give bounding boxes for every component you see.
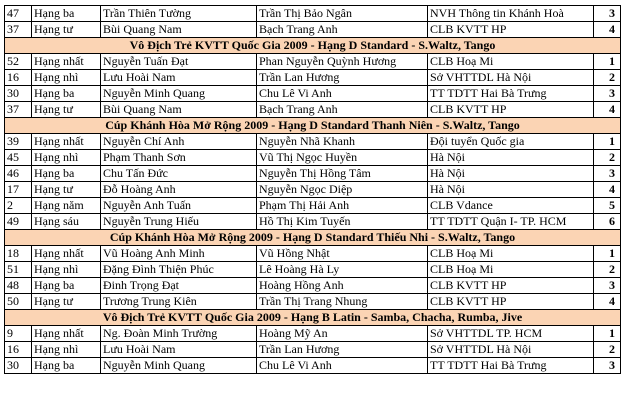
section-header-row	[5, 38, 621, 54]
male-dancer: Nguyễn Trung Hiếu	[101, 214, 257, 230]
female-dancer: Vũ Hồng Nhật	[257, 246, 428, 262]
results-table-body	[5, 6, 621, 374]
placement: Hạng ba	[32, 166, 101, 182]
table-row	[5, 326, 621, 342]
section-header-row	[5, 310, 621, 326]
rank-number: 4	[594, 182, 621, 198]
entry-number: 50	[5, 294, 32, 310]
entry-number: 2	[5, 198, 32, 214]
table-row	[5, 70, 621, 86]
entry-number: 37	[5, 102, 32, 118]
male-dancer: Đinh Trọng Đạt	[101, 278, 257, 294]
rank-number: 3	[594, 86, 621, 102]
entry-number: 17	[5, 182, 32, 198]
club-name: CLB KVTT HP	[428, 22, 594, 38]
table-row	[5, 294, 621, 310]
male-dancer: Nguyễn Minh Quang	[101, 86, 257, 102]
section-title: Vô Địch Trẻ KVTT Quốc Gia 2009 - Hạng B Latin - Samba, Chacha, Rumba, Jive	[5, 310, 621, 326]
table-row	[5, 214, 621, 230]
male-dancer: Trương Trung Kiên	[101, 294, 257, 310]
section-title: Vô Địch Trẻ KVTT Quốc Gia 2009 - Hạng D Standard - S.Waltz, Tango	[5, 38, 621, 54]
rank-number: 2	[594, 150, 621, 166]
table-row	[5, 86, 621, 102]
entry-number: 39	[5, 134, 32, 150]
entry-number: 49	[5, 214, 32, 230]
entry-number: 9	[5, 326, 32, 342]
male-dancer: Đặng Đình Thiện Phúc	[101, 262, 257, 278]
rank-number: 1	[594, 54, 621, 70]
female-dancer: Bạch Trang Anh	[257, 102, 428, 118]
rank-number: 2	[594, 262, 621, 278]
entry-number: 18	[5, 246, 32, 262]
male-dancer: Nguyễn Minh Quang	[101, 358, 257, 374]
entry-number: 46	[5, 166, 32, 182]
male-dancer: Chu Tấn Đức	[101, 166, 257, 182]
section-title: Cúp Khánh Hòa Mở Rộng 2009 - Hạng D Standard Thiếu Nhi - S.Waltz, Tango	[5, 230, 621, 246]
table-row	[5, 182, 621, 198]
female-dancer: Trần Thị Bảo Ngân	[257, 6, 428, 22]
rank-number: 4	[594, 22, 621, 38]
female-dancer: Trần Lan Hương	[257, 70, 428, 86]
club-name: TT TDTT Hai Bà Trưng	[428, 86, 594, 102]
placement: Hạng tư	[32, 102, 101, 118]
entry-number: 30	[5, 86, 32, 102]
rank-number: 3	[594, 358, 621, 374]
male-dancer: Nguyễn Tuấn Đạt	[101, 54, 257, 70]
table-row	[5, 22, 621, 38]
table-row	[5, 6, 621, 22]
table-row	[5, 166, 621, 182]
rank-number: 4	[594, 294, 621, 310]
male-dancer: Nguyễn Anh Tuấn	[101, 198, 257, 214]
rank-number: 1	[594, 246, 621, 262]
male-dancer: Phạm Thanh Sơn	[101, 150, 257, 166]
placement: Hạng ba	[32, 86, 101, 102]
club-name: Sở VHTTDL Hà Nội	[428, 342, 594, 358]
rank-number: 1	[594, 326, 621, 342]
table-row	[5, 134, 621, 150]
table-row	[5, 358, 621, 374]
rank-number: 1	[594, 134, 621, 150]
male-dancer: Đỗ Hoàng Anh	[101, 182, 257, 198]
female-dancer: Hoàng Mỹ An	[257, 326, 428, 342]
placement: Hạng năm	[32, 198, 101, 214]
table-row	[5, 262, 621, 278]
male-dancer: Lưu Hoài Nam	[101, 70, 257, 86]
club-name: CLB Hoạ Mi	[428, 54, 594, 70]
club-name: Sở VHTTDL Hà Nội	[428, 70, 594, 86]
club-name: TT TDTT Quận I- TP. HCM	[428, 214, 594, 230]
club-name: CLB KVTT HP	[428, 102, 594, 118]
table-row	[5, 246, 621, 262]
club-name: CLB KVTT HP	[428, 278, 594, 294]
female-dancer: Hồ Thị Kim Tuyến	[257, 214, 428, 230]
placement: Hạng ba	[32, 6, 101, 22]
club-name: Sở VHTTDL TP. HCM	[428, 326, 594, 342]
entry-number: 48	[5, 278, 32, 294]
entry-number: 16	[5, 70, 32, 86]
entry-number: 16	[5, 342, 32, 358]
club-name: Hà Nội	[428, 150, 594, 166]
female-dancer: Chu Lê Vi Anh	[257, 86, 428, 102]
placement: Hạng nhất	[32, 54, 101, 70]
entry-number: 30	[5, 358, 32, 374]
female-dancer: Lê Hoàng Hà Ly	[257, 262, 428, 278]
club-name: NVH Thông tin Khánh Hoà	[428, 6, 594, 22]
placement: Hạng tư	[32, 294, 101, 310]
placement: Hạng sáu	[32, 214, 101, 230]
female-dancer: Hoàng Hồng Anh	[257, 278, 428, 294]
section-title: Cúp Khánh Hòa Mở Rộng 2009 - Hạng D Standard Thanh Niên - S.Waltz, Tango	[5, 118, 621, 134]
club-name: CLB Vdance	[428, 198, 594, 214]
table-row	[5, 102, 621, 118]
placement: Hạng nhất	[32, 134, 101, 150]
section-header-row	[5, 118, 621, 134]
rank-number: 3	[594, 278, 621, 294]
club-name: TT TDTT Hai Bà Trưng	[428, 358, 594, 374]
female-dancer: Chu Lê Vi Anh	[257, 358, 428, 374]
entry-number: 52	[5, 54, 32, 70]
female-dancer: Nguyễn Nhã Khanh	[257, 134, 428, 150]
male-dancer: Lưu Hoài Nam	[101, 342, 257, 358]
table-row	[5, 278, 621, 294]
club-name: Đội tuyển Quốc gia	[428, 134, 594, 150]
entry-number: 37	[5, 22, 32, 38]
female-dancer: Nguyễn Ngọc Diệp	[257, 182, 428, 198]
female-dancer: Trần Lan Hương	[257, 342, 428, 358]
placement: Hạng tư	[32, 182, 101, 198]
placement: Hạng nhì	[32, 70, 101, 86]
rank-number: 4	[594, 102, 621, 118]
table-row	[5, 198, 621, 214]
placement: Hạng nhất	[32, 246, 101, 262]
rank-number: 3	[594, 166, 621, 182]
entry-number: 51	[5, 262, 32, 278]
placement: Hạng nhất	[32, 326, 101, 342]
placement: Hạng tư	[32, 22, 101, 38]
rank-number: 2	[594, 70, 621, 86]
club-name: CLB Hoạ Mi	[428, 262, 594, 278]
female-dancer: Vũ Thị Ngọc Huyền	[257, 150, 428, 166]
male-dancer: Ng. Đoàn Minh Trường	[101, 326, 257, 342]
male-dancer: Trần Thiên Tường	[101, 6, 257, 22]
male-dancer: Bùi Quang Nam	[101, 102, 257, 118]
table-row	[5, 54, 621, 70]
rank-number: 6	[594, 214, 621, 230]
female-dancer: Bạch Trang Anh	[257, 22, 428, 38]
female-dancer: Nguyễn Thị Hồng Tâm	[257, 166, 428, 182]
female-dancer: Trần Thị Trang Nhung	[257, 294, 428, 310]
female-dancer: Phạm Thị Hải Anh	[257, 198, 428, 214]
club-name: Hà Nội	[428, 166, 594, 182]
entry-number: 47	[5, 6, 32, 22]
rank-number: 3	[594, 6, 621, 22]
placement: Hạng nhì	[32, 262, 101, 278]
table-row	[5, 150, 621, 166]
male-dancer: Nguyễn Chí Anh	[101, 134, 257, 150]
male-dancer: Vũ Hoàng Anh Minh	[101, 246, 257, 262]
placement: Hạng nhì	[32, 342, 101, 358]
female-dancer: Phan Nguyễn Quỳnh Hương	[257, 54, 428, 70]
club-name: CLB Hoạ Mi	[428, 246, 594, 262]
club-name: Hà Nội	[428, 182, 594, 198]
placement: Hạng ba	[32, 358, 101, 374]
male-dancer: Bùi Quang Nam	[101, 22, 257, 38]
rank-number: 2	[594, 342, 621, 358]
entry-number: 45	[5, 150, 32, 166]
placement: Hạng ba	[32, 278, 101, 294]
placement: Hạng nhì	[32, 150, 101, 166]
table-row	[5, 342, 621, 358]
section-header-row	[5, 230, 621, 246]
results-table	[4, 5, 621, 374]
rank-number: 5	[594, 198, 621, 214]
club-name: CLB KVTT HP	[428, 294, 594, 310]
